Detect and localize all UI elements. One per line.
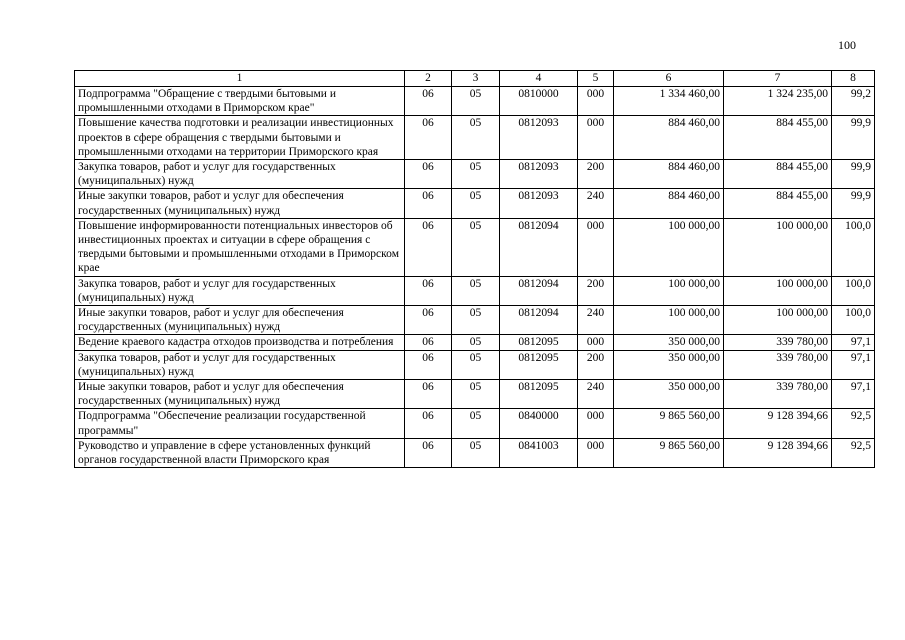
column-header: 6	[614, 71, 724, 87]
percent-cell: 97,1	[832, 335, 875, 350]
planned-amount-cell: 350 000,00	[614, 335, 724, 350]
section-code-cell: 06	[405, 276, 452, 305]
planned-amount-cell: 9 865 560,00	[614, 438, 724, 467]
column-header: 8	[832, 71, 875, 87]
actual-amount-cell: 339 780,00	[724, 335, 832, 350]
planned-amount-cell: 350 000,00	[614, 350, 724, 379]
target-article-cell: 0810000	[500, 87, 578, 116]
row-name-cell: Иные закупки товаров, работ и услуг для обеспечения государственных (муниципальных) нужд	[75, 306, 405, 335]
row-name-cell: Подпрограмма "Обращение с твердыми бытовыми и промышленными отходами в Приморском крае"	[75, 87, 405, 116]
section-code-cell: 06	[405, 409, 452, 438]
planned-amount-cell: 884 460,00	[614, 116, 724, 160]
actual-amount-cell: 884 455,00	[724, 116, 832, 160]
target-article-cell: 0841003	[500, 438, 578, 467]
expense-type-cell: 000	[578, 335, 614, 350]
column-header: 7	[724, 71, 832, 87]
planned-amount-cell: 9 865 560,00	[614, 409, 724, 438]
table-row	[75, 380, 875, 409]
section-code-cell: 06	[405, 350, 452, 379]
subsection-code-cell: 05	[452, 409, 500, 438]
section-code-cell: 06	[405, 335, 452, 350]
actual-amount-cell: 100 000,00	[724, 218, 832, 276]
actual-amount-cell: 884 455,00	[724, 189, 832, 218]
table-row	[75, 335, 875, 350]
row-name-cell: Повышение информированности потенциальных инвесторов об инвестиционных проектах и ситуации в сфере обращения с твердыми бытовыми и промышленными отходами в Приморском крае	[75, 218, 405, 276]
section-code-cell: 06	[405, 380, 452, 409]
subsection-code-cell: 05	[452, 438, 500, 467]
row-name-cell: Закупка товаров, работ и услуг для государственных (муниципальных) нужд	[75, 350, 405, 379]
expense-type-cell: 000	[578, 218, 614, 276]
budget-table	[74, 70, 875, 468]
target-article-cell: 0812093	[500, 160, 578, 189]
table-row	[75, 350, 875, 379]
subsection-code-cell: 05	[452, 350, 500, 379]
percent-cell: 100,0	[832, 276, 875, 305]
expense-type-cell: 200	[578, 276, 614, 305]
table-row	[75, 218, 875, 276]
percent-cell: 97,1	[832, 350, 875, 379]
target-article-cell: 0812093	[500, 116, 578, 160]
page-number: 100	[838, 38, 856, 52]
row-name-cell: Иные закупки товаров, работ и услуг для обеспечения государственных (муниципальных) нужд	[75, 189, 405, 218]
column-header: 4	[500, 71, 578, 87]
actual-amount-cell: 9 128 394,66	[724, 409, 832, 438]
expense-type-cell: 200	[578, 350, 614, 379]
percent-cell: 99,9	[832, 160, 875, 189]
row-name-cell: Подпрограмма "Обеспечение реализации государственной программы"	[75, 409, 405, 438]
expense-type-cell: 200	[578, 160, 614, 189]
section-code-cell: 06	[405, 218, 452, 276]
percent-cell: 99,2	[832, 87, 875, 116]
expense-type-cell: 000	[578, 438, 614, 467]
table-row	[75, 276, 875, 305]
table-header-row	[75, 71, 875, 87]
subsection-code-cell: 05	[452, 306, 500, 335]
actual-amount-cell: 884 455,00	[724, 160, 832, 189]
row-name-cell: Закупка товаров, работ и услуг для государственных (муниципальных) нужд	[75, 160, 405, 189]
column-header: 1	[75, 71, 405, 87]
subsection-code-cell: 05	[452, 189, 500, 218]
percent-cell: 100,0	[832, 218, 875, 276]
expense-type-cell: 000	[578, 116, 614, 160]
expense-type-cell: 000	[578, 409, 614, 438]
table-row	[75, 189, 875, 218]
expense-type-cell: 240	[578, 380, 614, 409]
target-article-cell: 0812094	[500, 218, 578, 276]
subsection-code-cell: 05	[452, 380, 500, 409]
section-code-cell: 06	[405, 87, 452, 116]
actual-amount-cell: 339 780,00	[724, 350, 832, 379]
actual-amount-cell: 100 000,00	[724, 276, 832, 305]
target-article-cell: 0812093	[500, 189, 578, 218]
subsection-code-cell: 05	[452, 276, 500, 305]
table-row	[75, 116, 875, 160]
row-name-cell: Повышение качества подготовки и реализации инвестиционных проектов в сфере обращения с твердыми бытовыми и промышленными отходами на территории Приморского края	[75, 116, 405, 160]
percent-cell: 92,5	[832, 409, 875, 438]
section-code-cell: 06	[405, 438, 452, 467]
row-name-cell: Иные закупки товаров, работ и услуг для обеспечения государственных (муниципальных) нужд	[75, 380, 405, 409]
target-article-cell: 0812095	[500, 380, 578, 409]
actual-amount-cell: 100 000,00	[724, 306, 832, 335]
percent-cell: 99,9	[832, 116, 875, 160]
section-code-cell: 06	[405, 160, 452, 189]
table-row	[75, 306, 875, 335]
percent-cell: 92,5	[832, 438, 875, 467]
percent-cell: 97,1	[832, 380, 875, 409]
target-article-cell: 0840000	[500, 409, 578, 438]
subsection-code-cell: 05	[452, 160, 500, 189]
actual-amount-cell: 339 780,00	[724, 380, 832, 409]
section-code-cell: 06	[405, 116, 452, 160]
planned-amount-cell: 1 334 460,00	[614, 87, 724, 116]
planned-amount-cell: 100 000,00	[614, 276, 724, 305]
column-header: 2	[405, 71, 452, 87]
subsection-code-cell: 05	[452, 218, 500, 276]
column-header: 3	[452, 71, 500, 87]
row-name-cell: Закупка товаров, работ и услуг для государственных (муниципальных) нужд	[75, 276, 405, 305]
subsection-code-cell: 05	[452, 116, 500, 160]
actual-amount-cell: 9 128 394,66	[724, 438, 832, 467]
target-article-cell: 0812094	[500, 276, 578, 305]
subsection-code-cell: 05	[452, 335, 500, 350]
table-row	[75, 438, 875, 467]
table-row	[75, 160, 875, 189]
target-article-cell: 0812095	[500, 335, 578, 350]
planned-amount-cell: 100 000,00	[614, 218, 724, 276]
table-row	[75, 409, 875, 438]
percent-cell: 99,9	[832, 189, 875, 218]
target-article-cell: 0812095	[500, 350, 578, 379]
table-row	[75, 87, 875, 116]
planned-amount-cell: 350 000,00	[614, 380, 724, 409]
planned-amount-cell: 884 460,00	[614, 160, 724, 189]
row-name-cell: Ведение краевого кадастра отходов производства и потребления	[75, 335, 405, 350]
section-code-cell: 06	[405, 306, 452, 335]
row-name-cell: Руководство и управление в сфере установленных функций органов государственной власти Приморского края	[75, 438, 405, 467]
expense-type-cell: 000	[578, 87, 614, 116]
target-article-cell: 0812094	[500, 306, 578, 335]
actual-amount-cell: 1 324 235,00	[724, 87, 832, 116]
subsection-code-cell: 05	[452, 87, 500, 116]
percent-cell: 100,0	[832, 306, 875, 335]
expense-type-cell: 240	[578, 189, 614, 218]
expense-type-cell: 240	[578, 306, 614, 335]
column-header: 5	[578, 71, 614, 87]
planned-amount-cell: 100 000,00	[614, 306, 724, 335]
planned-amount-cell: 884 460,00	[614, 189, 724, 218]
section-code-cell: 06	[405, 189, 452, 218]
